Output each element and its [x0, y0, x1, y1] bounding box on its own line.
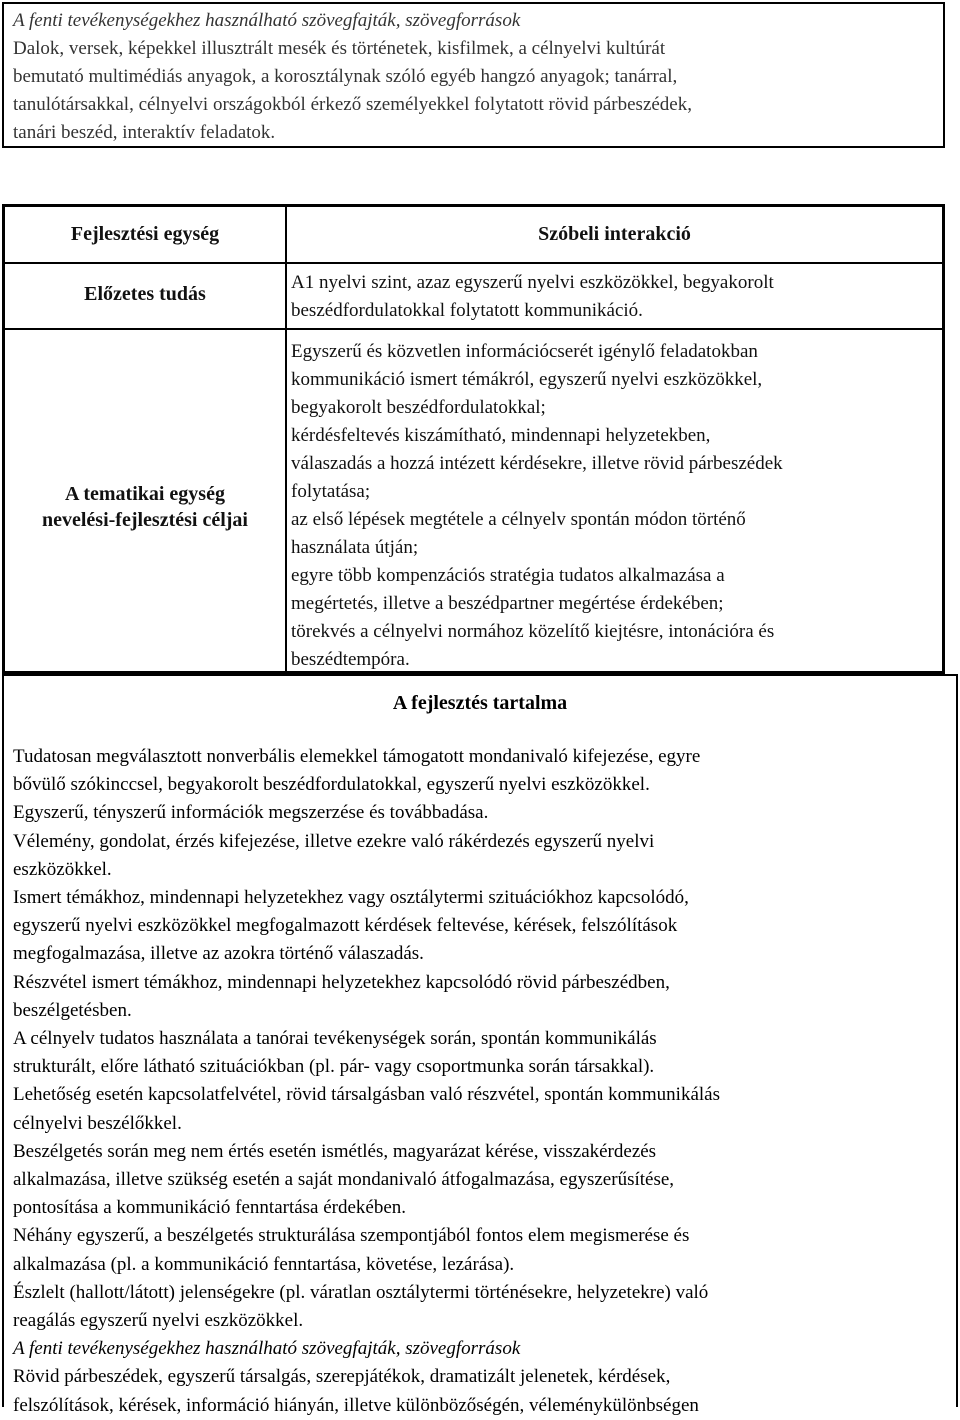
- development-content-title: A fejlesztés tartalma: [392, 692, 568, 714]
- content-line: Lehetőség esetén kapcsolatfelvétel, rövid társalgásban való részvétel, spontán kommunikálás: [13, 1084, 720, 1106]
- goals-line: megértetés, illetve a beszédpartner megértése érdekében;: [291, 593, 724, 614]
- content-line: A célnyelv tudatos használata a tanórai tevékenységek során, spontán kommunikálás: [13, 1028, 657, 1050]
- sources-line: felszólítások, kérések, információ hiányán, illetve különbözőségén, véleménykülönbségen: [13, 1394, 699, 1416]
- content-line: egyszerű nyelvi eszközökkel megfogalmazott kérdések feltevése, kérések, felszólítások: [13, 915, 678, 937]
- prior-knowledge-label: Előzetes tudás: [84, 283, 206, 305]
- development-unit-label-cell: [4, 206, 286, 263]
- content-line: célnyelvi beszélőkkel.: [13, 1112, 182, 1134]
- content-line: Egyszerű, tényszerű információk megszerzése és továbbadása.: [13, 802, 489, 824]
- goals-line: válaszadás a hozzá intézett kérdésekre, illetve rövid párbeszédek: [291, 453, 783, 474]
- text-sources-box: [2, 2, 945, 148]
- goals-line: törekvés a célnyelvi normához közelítő kiejtésre, intonációra és: [291, 621, 775, 642]
- goals-text: [291, 338, 783, 674]
- development-content-box: [2, 674, 958, 1416]
- content-line: eszközökkel.: [13, 858, 112, 880]
- development-unit-table: [2, 204, 945, 674]
- text-sources-heading: A fenti tevékenységekhez használható szövegfajták, szövegforrások: [13, 10, 521, 31]
- goals-value-cell: [286, 329, 943, 672]
- goals-line: beszédtempóra.: [291, 649, 410, 670]
- content-line: strukturált, előre látható szituációkban (pl. pár- vagy csoportmunka során társakkal).: [13, 1056, 655, 1078]
- goals-label-line: A tematikai egység: [65, 483, 225, 505]
- goals-line: begyakorolt beszédfordulatokkal;: [291, 397, 546, 418]
- goals-line: kérdésfeltevés kiszámítható, mindennapi helyzetekben,: [291, 425, 711, 446]
- content-line: megfogalmazása, illetve az azokra történő válaszadás.: [13, 943, 424, 965]
- content-line: alkalmazása (pl. a kommunikáció fenntartása, követése, lezárása).: [13, 1253, 515, 1275]
- goals-line: használata útján;: [291, 537, 419, 558]
- prior-knowledge-value-cell: [286, 263, 943, 329]
- content-line: beszélgetésben.: [13, 999, 132, 1021]
- content-line: Ismert témákhoz, mindennapi helyzetekhez vagy osztálytermi szituációkhoz kapcsolódó,: [13, 887, 689, 909]
- content-line: Észlelt (hallott/látott) jelenségekre (pl. váratlan osztálytermi történésekre, helyzetekre) való: [13, 1281, 709, 1303]
- sources-line: Rövid párbeszédek, egyszerű társalgás, szerepjátékok, dramatizált jelenetek, kérdések,: [13, 1366, 671, 1388]
- content-line: alkalmazása, illetve szükség esetén a saját mondanivaló átfogalmazása, egyszerűsítése,: [13, 1169, 675, 1191]
- text-sources-line: bemutató multimédiás anyagok, a korosztálynak szóló egyéb hangzó anyagok; tanárral,: [13, 66, 678, 87]
- content-line: bővülő szókinccsel, begyakorolt beszédfordulatokkal, egyszerű nyelvi eszközökkel.: [13, 774, 650, 796]
- goals-line: kommunikáció ismert témákról, egyszerű nyelvi eszközökkel,: [291, 369, 763, 390]
- goals-line: Egyszerű és közvetlen információcserét igénylő feladatokban: [291, 341, 758, 362]
- goals-label-cell: [4, 329, 286, 672]
- content-line: Beszélgetés során meg nem értés esetén ismétlés, magyarázat kérése, visszakérdezés: [13, 1140, 657, 1162]
- development-unit-label: Fejlesztési egység: [70, 223, 220, 245]
- text-sources-line: tanulótársakkal, célnyelvi országokból érkező személyekkel folytatott rövid párbeszédek,: [13, 94, 692, 115]
- goals-line: folytatása;: [291, 481, 371, 502]
- prior-knowledge-label-cell: [4, 263, 286, 329]
- text-sources-line: tanári beszéd, interaktív feladatok.: [13, 122, 276, 143]
- text-sources-line: Dalok, versek, képekkel illusztrált mesék és történetek, kisfilmek, a célnyelvi kultúrát: [13, 38, 666, 59]
- goals-line: egyre több kompenzációs stratégia tudatos alkalmazása a: [291, 565, 725, 586]
- content-line: Tudatosan megválasztott nonverbális elemekkel támogatott mondanivaló kifejezése, egyre: [13, 746, 701, 767]
- development-unit-value-cell: [286, 206, 943, 263]
- goals-line: az első lépések megtétele a célnyelv spontán módon történő: [291, 509, 746, 530]
- prior-knowledge-line: A1 nyelvi szint, azaz egyszerű nyelvi eszközökkel, begyakorolt: [291, 272, 774, 293]
- prior-knowledge-line: beszédfordulatokkal folytatott kommunikáció.: [291, 300, 643, 321]
- sources-heading: A fenti tevékenységekhez használható szövegfajták, szövegforrások: [13, 1338, 521, 1360]
- content-line: Részvétel ismert témákhoz, mindennapi helyzetekhez kapcsolódó rövid párbeszédben,: [13, 971, 670, 993]
- goals-label-line: nevelési-fejlesztési céljai: [41, 509, 248, 531]
- content-line: Vélemény, gondolat, érzés kifejezése, illetve ezekre való rákérdezés egyszerű nyelvi: [13, 830, 655, 852]
- content-line: pontosítása a kommunikáció fenntartása érdekében.: [13, 1197, 407, 1219]
- content-line: Néhány egyszerű, a beszélgetés strukturálása szempontjából fontos elem megismerése és: [13, 1225, 690, 1247]
- goals-label: [5, 481, 285, 533]
- development-unit-value: Szóbeli interakció: [538, 223, 691, 245]
- prior-knowledge-text: [291, 269, 774, 325]
- content-line: reagálás egyszerű nyelvi eszközökkel.: [13, 1310, 304, 1332]
